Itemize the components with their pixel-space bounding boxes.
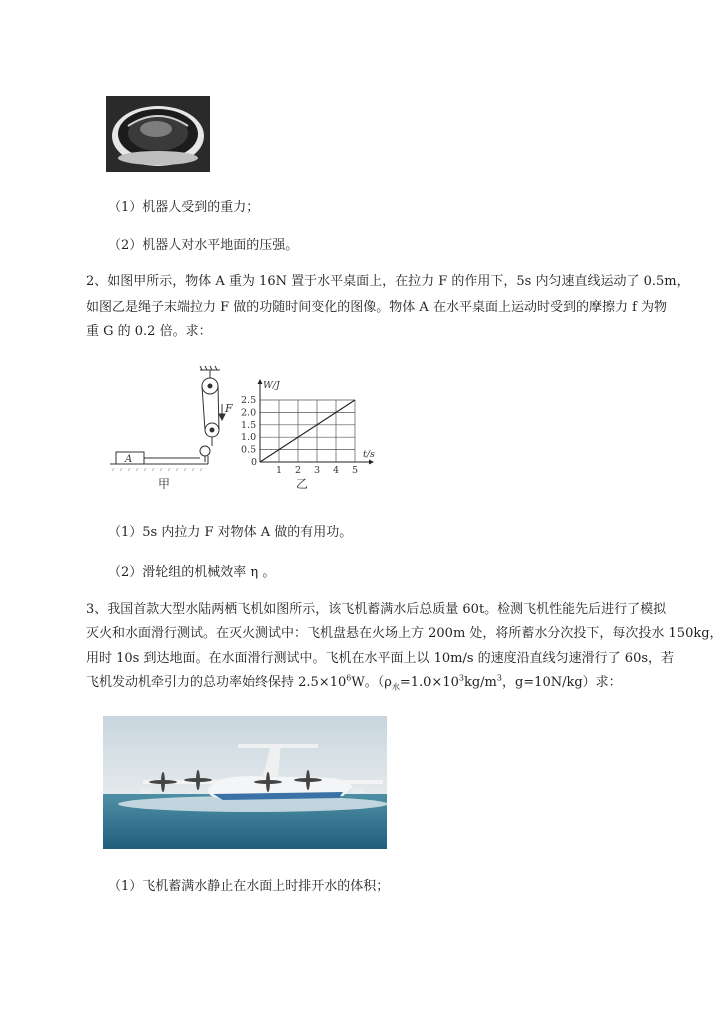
problem2-line3: 重 G 的 0.2 倍。求： — [86, 324, 212, 339]
y-tick-label: 2.5 — [241, 395, 257, 406]
problem2-line2: 如图乙是绳子末端拉力 F 做的功随时间变化的图像。物体 A 在水平桌面上运动时受到的摩擦力 f 为物 — [86, 300, 668, 315]
y-tick-label: 1.5 — [241, 419, 257, 431]
caption-left: 甲 — [158, 477, 171, 491]
x-tick-label: 1 — [276, 465, 283, 476]
y-tick-label: 0.5 — [241, 444, 257, 456]
caption-right: 乙 — [296, 477, 309, 491]
x-tick-label: 2 — [295, 465, 302, 476]
x-tick-label: 3 — [314, 465, 321, 476]
pulley-figure — [108, 366, 375, 496]
amphibious-plane-photo — [103, 716, 387, 849]
problem1-q2: （2）机器人对水平地面的压强。 — [108, 238, 299, 253]
y-tick-label: 1.0 — [241, 432, 257, 444]
block-a-label: A — [125, 454, 133, 465]
robot-photo — [106, 96, 210, 172]
x-tick-label: 4 — [333, 465, 340, 476]
problem2-q2: （2）滑轮组的机械效率 η 。 — [108, 565, 276, 580]
problem1-q1: （1）机器人受到的重力； — [108, 200, 260, 215]
problem2-q1: （1）5s 内拉力 F 对物体 A 做的有用功。 — [108, 525, 353, 540]
table-hatch — [112, 468, 202, 471]
origin-label: 0 — [251, 457, 258, 468]
x-axis-label: t/s — [363, 449, 375, 460]
y-axis-label: W/J — [263, 380, 280, 391]
work-time-graph — [241, 379, 375, 476]
force-label: F — [225, 402, 233, 415]
problem3-line1: 3、我国首款大型水陆两栖飞机如图所示，该飞机蓄满水后总质量 60t。检测飞机性能先后进行了模拟 — [86, 602, 667, 617]
x-tick-label: 5 — [352, 465, 359, 476]
problem3-line2: 灭火和水面滑行测试。在灭火测试中：飞机盘悬在火场上方 200m 处，将所蓄水分次投下，每次投水 150kg， — [86, 626, 723, 641]
pulley-apparatus — [200, 366, 225, 462]
problem3-q1: （1）飞机蓄满水静止在水面上时排开水的体积； — [108, 879, 390, 894]
problem2-line1: 2、如图甲所示，物体 A 重为 16N 置于水平桌面上，在拉力 F 的作用下，5s 内匀速直线运动了 0.5m， — [86, 274, 690, 289]
problem3-line4: 飞机发动机牵引力的总功率始终保持 $2.5\times 10^6W$。（$\rho_水=1.0\times 10^3kg/m^3$，g=10N/kg）求： — [86, 673, 622, 692]
y-axis-arrow — [258, 379, 263, 384]
series-line — [260, 400, 355, 462]
x-axis-arrow — [369, 460, 374, 465]
y-tick-label: 2.0 — [241, 407, 257, 419]
problem3-line3: 用时 10s 到达地面。在水面滑行测试中。飞机在水平面上以 10m/s 的速度沿直线匀速滑行了 60s，若 — [86, 651, 675, 666]
